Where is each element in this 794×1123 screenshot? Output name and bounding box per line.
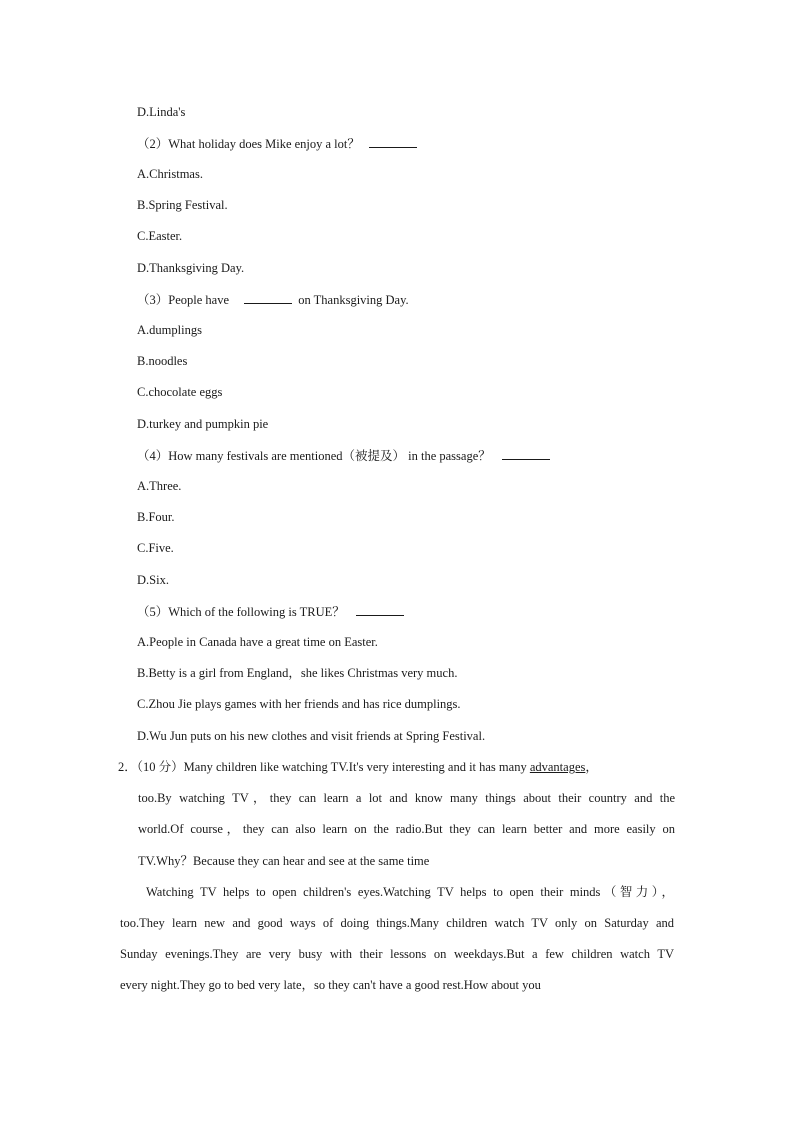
q2-answer-blank [369, 135, 417, 148]
q3-stem-before: （3）People have [137, 293, 229, 307]
q4-option-b: B.Four. [137, 510, 175, 524]
passage2-para2-line1: Watching TV helps to open children's eyes.Watching TV helps to open their minds（智力）， [146, 885, 674, 899]
q5-stem [137, 603, 404, 620]
passage2-para2-line2: too.They learn new and good ways of doing things.Many children watch TV only on Saturday and [120, 916, 674, 930]
q4-answer-blank [502, 447, 550, 460]
q3-stem [137, 291, 409, 308]
q5-option-b: B.Betty is a girl from England，she likes Christmas very much. [137, 666, 458, 680]
q4-option-c: C.Five. [137, 541, 174, 555]
q5-option-a: A.People in Canada have a great time on Easter. [137, 635, 378, 649]
q5-option-c: C.Zhou Jie plays games with her friends and has rice dumplings. [137, 697, 461, 711]
q3-option-c: C.chocolate eggs [137, 385, 223, 399]
q2-stem-text: （2）What holiday does Mike enjoy a lot？ [137, 137, 360, 151]
q4-option-a: A.Three. [137, 479, 182, 493]
q1-option-d: D.Linda's [137, 105, 186, 119]
q2-option-d: D.Thanksgiving Day. [137, 261, 245, 275]
q2-option-c: C.Easter. [137, 229, 183, 243]
passage2-para2-line4: every night.They go to bed very late，so they can't have a good rest.How about you [120, 978, 541, 992]
q2-stem [137, 135, 417, 152]
q3-stem-after: on Thanksgiving Day. [298, 293, 409, 307]
q2-option-b: B.Spring Festival. [137, 198, 228, 212]
q3-option-b: B.noodles [137, 354, 188, 368]
passage2-underlined-word: advantages [529, 760, 586, 774]
passage2-line3: world.Of course，they can also learn on the radio.But they can learn better and more easily on [138, 822, 675, 836]
q5-stem-text: （5）Which of the following is TRUE？ [137, 605, 345, 619]
passage2-number: 2． [118, 760, 137, 774]
passage2-para2-line3: Sunday evenings.They are very busy with their lessons on weekdays.But a few children watch TV [120, 947, 674, 961]
passage2-line1-text: Many children like watching TV.It's very interesting and it has many [183, 760, 527, 774]
q3-answer-blank [244, 291, 292, 304]
passage2-line2: too.By watching TV，they can learn a lot and know many things about their country and the [138, 791, 675, 805]
q3-option-a: A.dumplings [137, 323, 202, 337]
passage2-line1-end: ， [585, 760, 598, 774]
q4-stem [137, 447, 550, 464]
q3-option-d: D.turkey and pumpkin pie [137, 417, 269, 431]
q5-answer-blank [356, 603, 404, 616]
q4-option-d: D.Six. [137, 573, 169, 587]
q2-option-a: A.Christmas. [137, 167, 203, 181]
q5-option-d: D.Wu Jun puts on his new clothes and visit friends at Spring Festival. [137, 729, 486, 743]
passage2-line4: TV.Why？Because they can hear and see at the same time [138, 854, 430, 868]
q4-stem-text: （4）How many festivals are mentioned（被提及） in the passage？ [137, 449, 491, 463]
passage2-score: （10 分） [136, 760, 184, 774]
passage2-line1 [118, 759, 675, 775]
